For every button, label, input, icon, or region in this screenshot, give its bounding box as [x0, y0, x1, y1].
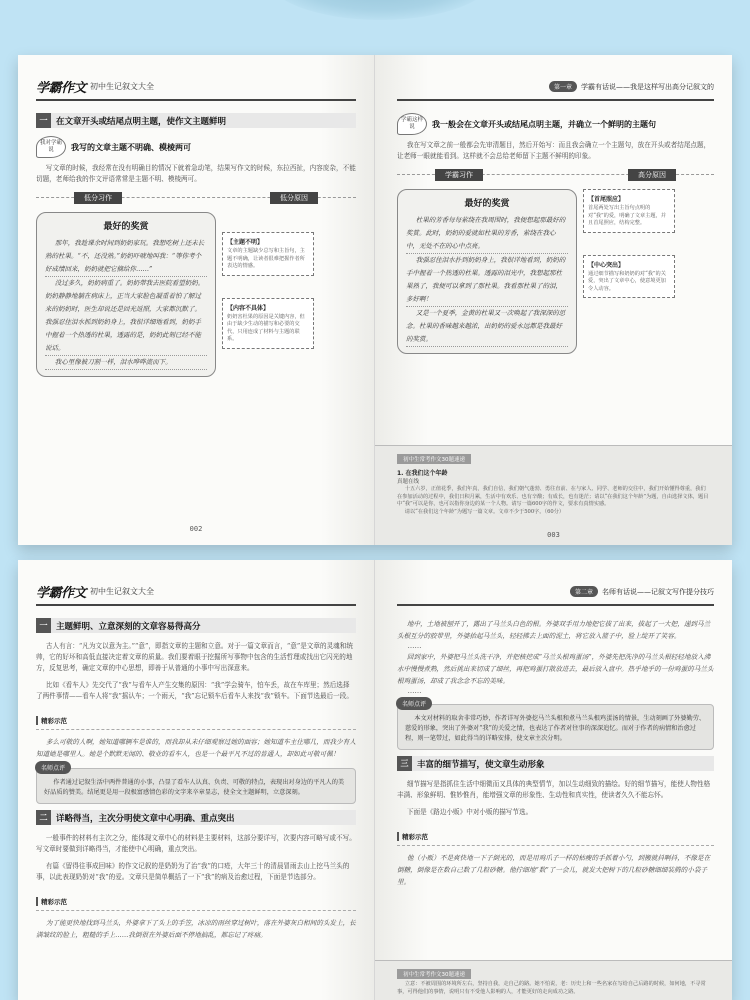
subsection — [397, 113, 714, 135]
reading-title: 1. 在我们这个年龄 — [397, 470, 448, 477]
section-header — [36, 113, 356, 128]
intro-paragraph: 我在写文章之前一般都会先审清题目，然后开始写：而且我会确立一个主题句，放在开头或者结尾点题，让老师一眼就能看到。这样就不会总给老师留下主题不鲜明的印象。 — [397, 141, 711, 160]
section-title: 丰富的细节描写，使文章生动形象 — [417, 759, 545, 770]
page-002 — [18, 55, 375, 545]
ribbon-bar — [36, 191, 356, 204]
example-label: 精彩示范 — [36, 716, 67, 725]
annotation-text: 通过细节描写和奶奶的对“我”的关爱，突出了文章中心，使意境更加令人动容。 — [588, 270, 666, 292]
ribbon-bar — [397, 168, 714, 181]
book-subtitle: 初中生记叙文大全 — [90, 82, 155, 91]
annotation-text: 首尾两处写出主旨句点明的对“我”的爱，明确了文章主题，并且首尾照应，结构完整。 — [588, 205, 666, 226]
annotation-note — [222, 298, 314, 349]
section-number: 一 — [36, 113, 51, 128]
teacher-comment-box — [36, 765, 356, 804]
annotation-text: 奶奶害杜果的原因是关键内容，但由于缺少生动的描写和必要的交代，只用连成了材料与主题的联系。 — [227, 313, 305, 342]
essay-paragraph: 我心里像被刀割一样，泪水哗哗流而下。 — [45, 356, 207, 370]
chapter-title: 名师有话说——记叙文写作提分技巧 — [602, 587, 714, 596]
page-number: 003 — [547, 531, 560, 539]
essay-block — [36, 212, 356, 377]
annotation-column — [222, 212, 314, 371]
subsection-title: 我一般会在文章开头或结尾点明主题，并确立一个鲜明的主题句 — [432, 119, 656, 129]
body-paragraph: 一般事件的材料有主次之分，能体现文章中心的材料是主要材料，这部分要详写，次要内容可略写或不写。写文章时要做到详略得当，才能使中心明确，重点突出。 — [36, 834, 356, 853]
brand-logo: 学霸作文 — [36, 81, 87, 96]
book-spread-top — [18, 55, 732, 545]
example-excerpt: 地中，土地被刨开了，露出了马兰头白色的根。外婆双手用力地把它拔了出来，拔起了一大把，递到马兰头根互分的胶带里，外婆抬起马兰头，轻轻拂去上面的泥土，将它放入篮子中，脸上绽开了笑容。 — [397, 620, 711, 640]
body-paragraph: 有篇《留得往事成回味》的作文记叙的是奶奶为了治“我”的口疮，大年三十的清晨冒雨去山上挖马兰头的事，以此表现奶奶对“我”的爱。文章只是简单概括了一下“我”的病及治愈过程，下面是节选部分。 — [36, 862, 350, 881]
reading-tab: 初中生常考作文30题速递 — [397, 454, 471, 464]
comment-text: 本文对材料的取舍非常巧妙，作者详写外婆挖马兰头根和煮马兰头根鸡蛋汤的情景，生动刻画了外婆勤劳、慈爱的形象，突出了外婆对“我”的关爱之情，也表达了作者对往事的深深追忆。而对于作者的病情和治愈过程，则一笔带过，如此得当的详略安排，使文章主次分明。 — [405, 715, 706, 742]
chapter-tag: 第二章 — [570, 586, 598, 597]
reading-subtitle: 真题在线 — [397, 479, 420, 485]
reading-box — [375, 445, 732, 545]
annotation-text: 文章的主题缺少总写和主旨句，主题不明确，让读者很难把握作者所表达的情感。 — [227, 248, 305, 269]
page-left-bottom — [18, 560, 375, 1000]
essay-title: 最好的奖赏 — [103, 222, 149, 232]
annotation-note — [583, 255, 675, 299]
speech-bubble-icon: 我对学霸说 — [36, 136, 66, 158]
page-header — [397, 77, 714, 101]
annotation-note — [583, 189, 675, 233]
page-header — [397, 582, 714, 606]
comment-badge: 名师点评 — [35, 761, 71, 774]
section-title: 在文章开头或结尾点明主题，使作文主题鲜明 — [56, 116, 227, 127]
chapter-tag: 第一章 — [549, 81, 577, 92]
chapter-title: 学霸有话说——我是这样写出高分记叙文的 — [581, 82, 714, 91]
comment-text: 作者通过记叙生活中两件普通的小事，凸显了看车人认真、负责、可敬的特点，表现出对身边的平凡人的美好品质的赞美。结尾更是用一段极富感情色彩的文字来卒章显志，使全文主题鲜明，立意深刻。 — [44, 779, 345, 796]
essay-paragraph: 没过多久，奶奶病重了。奶奶带我去医院看望奶奶。奶奶静静地躺在病床上，正当大家脸色凝重着怕了解过来的奶奶时，医生却说还是回光返照，大家都沉默了。我强忍住泪水抓到奶奶身上，我很详细地看到，奶奶手中握着一个热透的杜果，透露的是，奶奶此刻已经不能说话。 — [45, 277, 207, 356]
essay-paragraph: 那年，我趁课余时间到奶奶家玩。我想吃树上还未长熟的杜果。“不，还没熟。”奶奶吓唬地叫我：“等你考个好成绩回来，奶奶就把它摘给你……” — [45, 237, 207, 277]
section-title: 详略得当，主次分明使文章中心明确、重点突出 — [56, 813, 235, 824]
section-header — [397, 756, 714, 771]
dashed-rule — [397, 845, 714, 849]
teacher-comment-box — [397, 701, 714, 750]
subsection — [36, 136, 356, 158]
section-number: 二 — [36, 810, 51, 825]
section-header — [36, 810, 356, 825]
body-paragraph: 下面是《路边小贩》中对小贩的描写节选。 — [406, 808, 533, 816]
speech-bubble-icon: 学霸这样说 — [397, 113, 427, 135]
reading-prompt: 请以“在我们这个年龄”为题写一篇文章。文章不少于500字。（60分） — [404, 508, 565, 515]
book-spread-bottom — [18, 560, 732, 1000]
annotation-title: 【首尾照应】 — [588, 196, 625, 203]
body-paragraph: 古人有言：“凡为文以意为主。”“意”，即指文章的主题和立意。对于一篇文章而言，“意”是文章的灵魂和统帅，它的好坏和高低直接决定着文章的质量。我们要着眼于挖掘所写事物中包含的生活哲理或找出它闪光的地方，反复思考，确定文章的中心思想，即善于从普通的小事中写出深意来。 — [36, 642, 353, 672]
example-excerpt: 他（小贩）不是爽快地一下子倒光的，而是用鸡爪子一样的枯瘦的手抓着小勺，到搬就抖啊抖，不像是在倒糖，倒像是在数自己数了几粒砂糖。他拧细地“数”了一会儿，就发大把树下的几粒砂糖细细装腾的小袋子里。 — [397, 854, 711, 886]
essay-block — [397, 189, 714, 354]
subsection-title: 我写的文章主题不明确、模棱两可 — [71, 142, 191, 152]
example-label: 精彩示范 — [397, 832, 428, 841]
reading-tab: 初中生常考作文30题速递 — [397, 969, 471, 979]
book-subtitle: 初中生记叙文大全 — [90, 587, 155, 596]
ellipsis: …… — [407, 642, 422, 650]
sample-essay-box — [36, 212, 216, 377]
ribbon-label-left: 低分习作 — [74, 192, 122, 204]
section-number: 三 — [397, 756, 412, 771]
reading-paragraph: 立意：不被周围的环境所左右，坚持自我，走自己的路。她不怕说，老：历史上和一些名家在写给自己后路的时候，如何地，不寻常事，可得他们的事情，说明只有不受他人影响的人，才能更好的走向成功之路。 — [397, 981, 706, 995]
sample-essay-box — [397, 189, 577, 354]
dashed-rule — [36, 910, 356, 914]
annotation-column — [583, 189, 675, 320]
section-header — [36, 618, 356, 633]
page-right-bottom — [375, 560, 732, 1000]
magnifier-lens-shadow — [265, 0, 495, 20]
essay-paragraph: 我强忍住泪水扑到奶奶身上，我很详地看到，奶奶的手中握着一个热透的杜果。透露的泪光中，我想起那杜果熟了，我便可以拿到了那杜果。我看那杜果了的泪，多好啊！ — [406, 254, 568, 307]
ribbon-label-right: 高分原因 — [628, 169, 676, 181]
reading-paragraph: 十五六岁，正值花季，我们年真，我们自信，我们朝气蓬勃、勇往直前、在与家人、同学、老师的交往中，我们开始懂得尊重，我们在参加活动的过程中，我们日积月累，生活中有欢乐、也有辛酸；有成长，也有迷茫；请以“在我们这个年龄”为题，自由选择文体，题目中“我”可以是你，也可以指你身边的某一个人物。请写一篇600字的作文，要求有真情实感。 — [397, 486, 709, 508]
annotation-title: 【内容不具体】 — [227, 304, 270, 312]
ribbon-label-left: 学霸习作 — [435, 169, 483, 181]
annotation-title: 【主题不明】 — [227, 239, 264, 246]
annotation-note — [222, 232, 314, 276]
section-title: 主题鲜明、立意深刻的文章容易得高分 — [56, 621, 201, 632]
example-label: 精彩示范 — [36, 897, 67, 906]
reading-box — [375, 960, 732, 1000]
essay-title: 最好的奖赏 — [464, 199, 510, 209]
brand-logo: 学霸作文 — [36, 586, 87, 601]
body-paragraph: 细节描写是指抓住生活中细微而又具体的典型情节，加以生动细致的描绘。好的细节描写，能使人物性格丰满、形象鲜明、惟妙惟肖，能增强文章的形象性、生动性和真实性，使读者久久不能忘怀。 — [397, 780, 711, 799]
essay-paragraph: 又是一个夏季，金黄的杜果又一次唤起了我深深的思念。杜果的香味越来越浓，出奶奶的爱永远都是我最好的奖赏。 — [406, 307, 568, 347]
section-number: 一 — [36, 618, 51, 633]
page-number: 002 — [189, 525, 203, 533]
example-excerpt: 回到家中，外婆把马兰头洗干净，并把核挖成“马兰头根鸡蛋汤”，外婆先把洗净的马兰头根轻轻地放入沸水中慢慢煮熟，然后挑出来切成了细丝，再把鸡蛋打散放进去，最后放入盘中。热乎地乎的一份鸡蛋的马兰头根鸡蛋汤，却成了我念念不忘的美味。 — [397, 653, 714, 685]
essay-paragraph: 杜果的芳香每每萦绕在我周围时，我便想起那最好的奖赏。此时，奶奶的爱就如杜果的芳香，萦绕在我心中，无处不在的心中点亮。 — [406, 214, 568, 254]
page-header — [36, 582, 356, 606]
intro-paragraph: 写文章的时候，我经常在没有明确目的情况下就着急动笔，结果写作文的时候，东拉西扯，内容庞杂，不能切题，老师给我的作文评语常常是主题不明、模棱两可。 — [36, 164, 356, 183]
page-003 — [375, 55, 732, 545]
ribbon-label-right: 低分原因 — [270, 192, 318, 204]
body-paragraph: 比如《看车人》先交代了“我”与看车人产生交集的原因：“我”学会骑车，怕车丢，故在车库里；然后选择了两件事情——看车人将“我”摇认车；一个雨天，“我”忘记锁车后看车人来找“我”锁车。下面节选最后一段。 — [36, 681, 353, 700]
example-excerpt: 为了能更快地找到马兰头，外婆拿下了头上的手笠，冰凉的雨丝穿过树叶，落在外婆灰白相间的头发上，长满皱纹的脸上，粗糙的手上……我倒很在外婆后面不停地搞乱，都忘记了疼痛。 — [36, 919, 356, 939]
comment-badge: 名师点评 — [396, 697, 432, 710]
ellipsis: …… — [407, 687, 422, 695]
page-header — [36, 77, 356, 101]
annotation-title: 【中心突出】 — [588, 261, 625, 269]
dashed-rule — [36, 729, 356, 733]
example-excerpt: 多么可敬的人啊，她知道哪辆车是谁的，而我却从未仔细观察过她的面容；她知道车主住哪几，而我少有人知道她是哪里人。她是个默默无闻的、敬业的看车人，也是一个最平凡不过的普通人，却如此可敬可佩！ — [36, 738, 356, 758]
